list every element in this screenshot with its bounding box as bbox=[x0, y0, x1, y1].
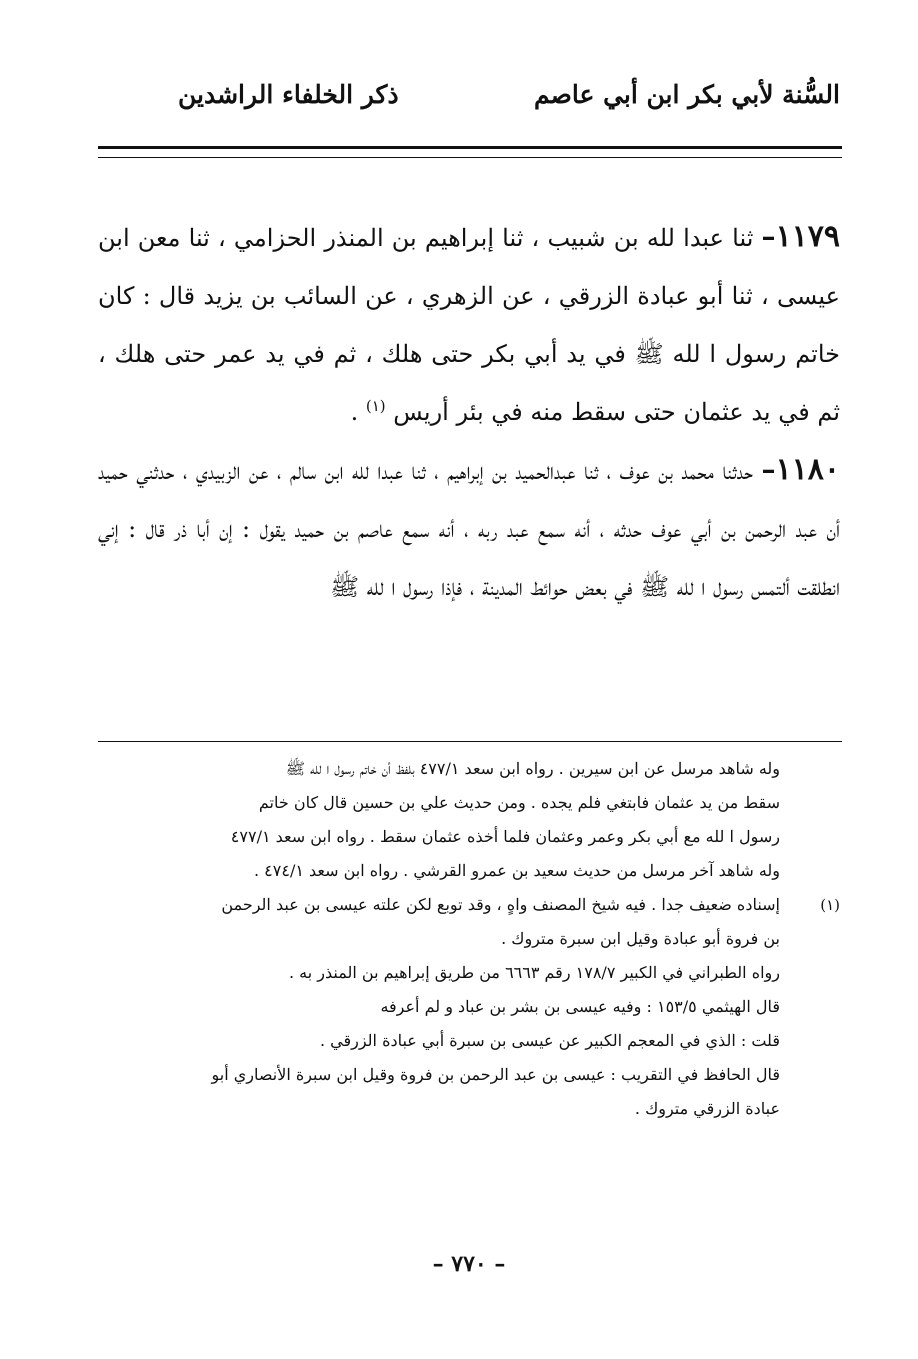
header-rule-thin bbox=[98, 157, 842, 158]
hadith-number: ١١٨٠ bbox=[775, 452, 840, 487]
book-title: السُّنة لأبي بكر ابن أبي عاصم bbox=[533, 80, 840, 109]
hadith-dash: – bbox=[761, 220, 776, 253]
hadith-1179 bbox=[98, 208, 840, 441]
footnote-marker: (١) bbox=[820, 896, 840, 914]
hadith-1180 bbox=[98, 441, 840, 616]
footnote-line: قلت : الذي في المعجم الكبير عن عيسى بن سبرة أبي عبادة الزرقي . bbox=[319, 1031, 780, 1050]
footnote-line: قال الهيثمي ١٥٣/٥ : وفيه عيسى بن بشر بن عباد و لم أعرفه bbox=[380, 997, 780, 1016]
page-number: – ٧٧٠ – bbox=[432, 1251, 506, 1277]
footnote-line: عبادة الزرقي متروك . bbox=[634, 1099, 780, 1118]
footnote-line: رواه الطبراني في الكبير ١٧٨/٧ رقم ٦٦٦٣ من طريق إبراهيم بن المنذر به . bbox=[288, 963, 780, 982]
footnote-line: قال الحافظ في التقريب : عيسى بن عبد الرحمن بن فروة وقيل ابن سبرة الأنصاري أبو bbox=[211, 1065, 780, 1084]
chapter-title: ذكر الخلفاء الراشدين bbox=[178, 80, 399, 109]
footnotes bbox=[98, 752, 840, 1126]
hadith-text: حدثنا محمد بن عوف ، ثنا عبدالحميد بن إبراهيم ، ثنا عبدا لله ابن سالم ، عن الزبيدي ، حدثني حميد أن عبد الرحمن بن أبي عوف حدثه ، أنه سمع عبد ربه ، أنه سمع عاصم بن حميد يقول : إن أبا ذر قال : إني انطلقت ألتمس رسول ا لله ﷺ في بعض حوائط المدينة ، فإذا رسول ا لله ﷺ bbox=[98, 457, 841, 601]
footnote-line: بن فروة أبو عبادة وقيل ابن سبرة متروك . bbox=[501, 929, 780, 948]
hadith-dash: – bbox=[761, 453, 776, 486]
running-header bbox=[98, 70, 840, 120]
footnote-continuation-line: وله شاهد آخر مرسل من حديث سعيد بن عمرو القرشي . رواه ابن سعد ٤٧٤/١ . bbox=[253, 861, 780, 880]
footnote-separator bbox=[98, 741, 842, 742]
main-text bbox=[98, 208, 840, 616]
footnote-line: إسناده ضعيف جدا . فيه شيخ المصنف واهٍ ، وقد توبع لكن علته عيسى بن عبد الرحمن bbox=[221, 895, 780, 914]
hadith-text: ثنا عبدا لله بن شبيب ، ثنا إبراهيم بن المنذر الحزامي ، ثنا معن ابن عيسى ، ثنا أبو عبادة الزرقي ، عن الزهري ، عن السائب بن يزيد قال : كان خاتم رسول ا لله ﷺ في يد أبي بكر حتى هلك ، ثم في يد عمر حتى هلك ، ثم في يد عثمان حتى سقط منه في بئر أريس bbox=[98, 224, 840, 426]
footnote-continuation-line: وله شاهد مرسل عن ابن سيرين . رواه ابن سعد ٤٧٧/١ بلفظ أن خاتم رسول ا لله ﷺ bbox=[285, 759, 780, 778]
footnote-1 bbox=[98, 888, 840, 1126]
header-rule-thick bbox=[98, 146, 842, 149]
footnote-ref[interactable]: (١) bbox=[365, 397, 386, 415]
footnote-continuation-line: سقط من يد عثمان فابتغي فلم يجده . ومن حديث علي بن حسين قال كان خاتم bbox=[258, 793, 780, 812]
hadith-end: . bbox=[350, 398, 366, 426]
footnote-continuation-line: رسول ا لله مع أبي بكر وعمر وعثمان فلما أخذه عثمان سقط . رواه ابن سعد ٤٧٧/١ bbox=[230, 827, 780, 846]
hadith-number: ١١٧٩ bbox=[775, 219, 840, 254]
